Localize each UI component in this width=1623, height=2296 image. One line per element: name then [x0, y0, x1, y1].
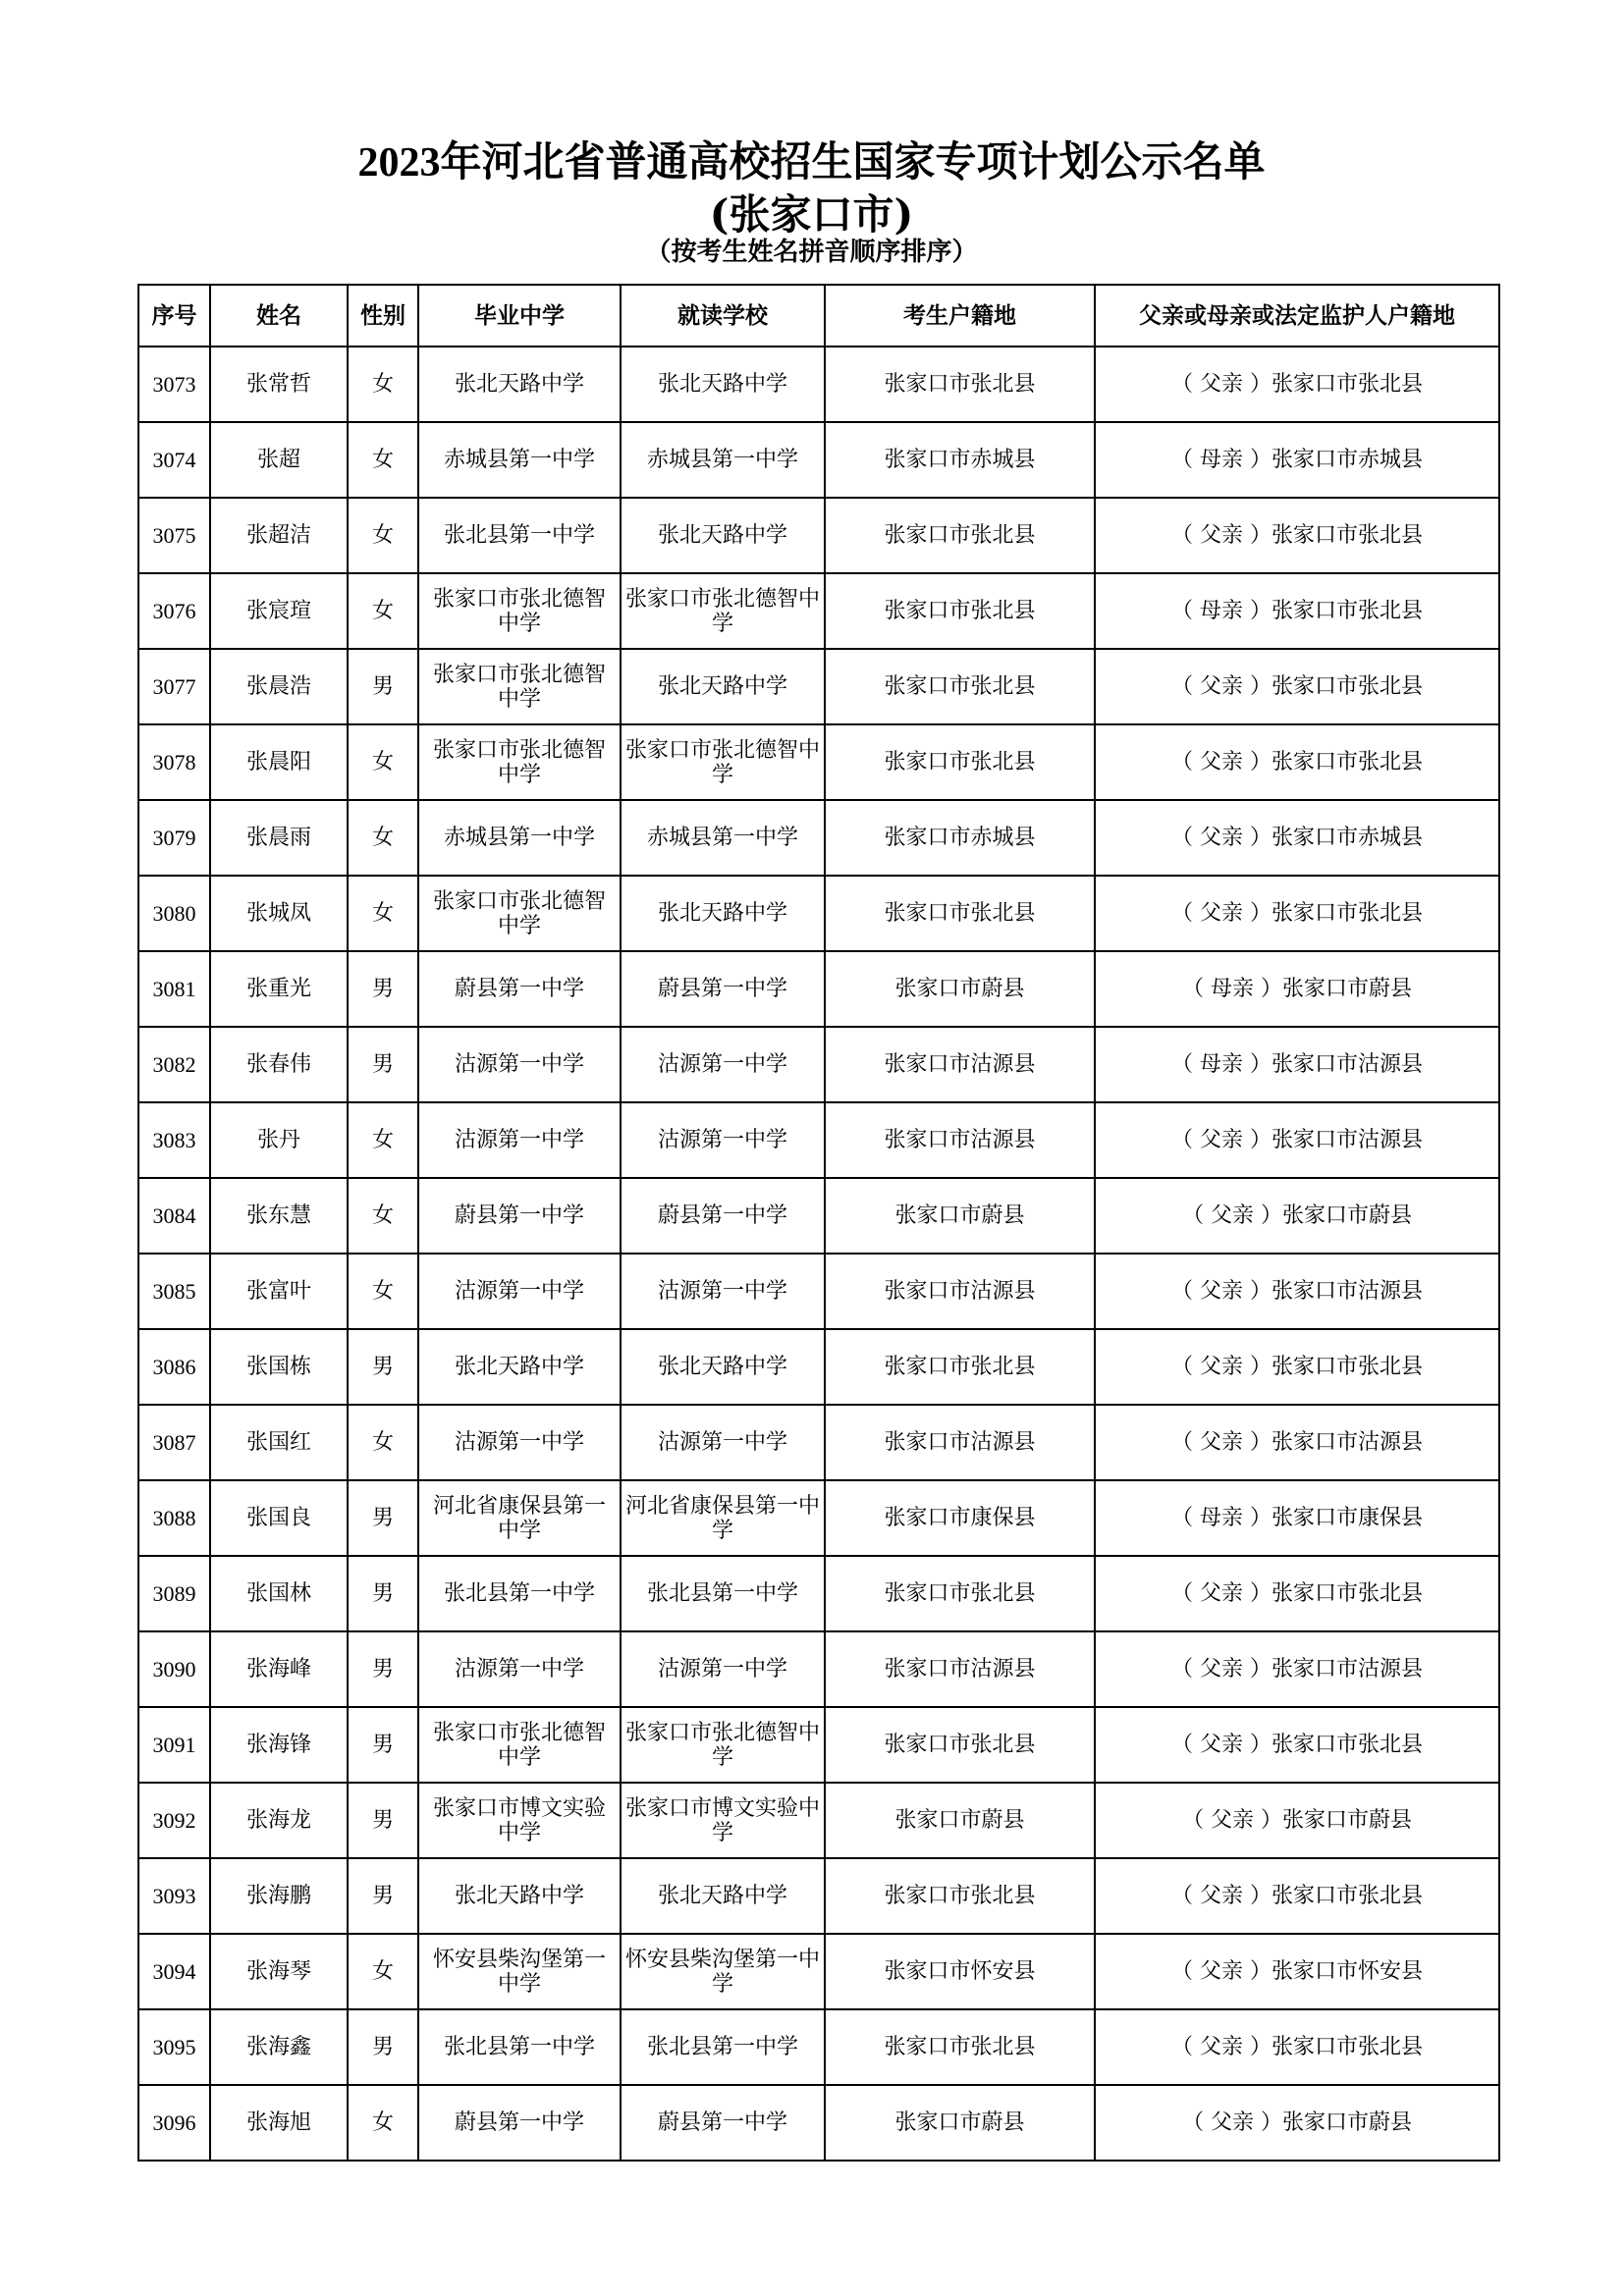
header-current-school: 就读学校 — [621, 285, 825, 347]
cell-parent-residence: （ 父亲 ）张家口市张北县 — [1095, 1329, 1499, 1405]
cell-index: 3090 — [138, 1631, 210, 1707]
cell-gender: 女 — [348, 2085, 418, 2161]
cell-parent-residence: （ 父亲 ）张家口市张北县 — [1095, 1556, 1499, 1631]
table-row — [138, 1556, 1499, 1631]
cell-graduated-school: 河北省康保县第一中学 — [418, 1480, 621, 1556]
cell-current-school: 怀安县柴沟堡第一中学 — [621, 1934, 825, 2009]
cell-graduated-school: 张北县第一中学 — [418, 498, 621, 573]
cell-name: 张国栋 — [210, 1329, 348, 1405]
cell-index: 3086 — [138, 1329, 210, 1405]
cell-gender: 男 — [348, 1027, 418, 1102]
cell-name: 张海旭 — [210, 2085, 348, 2161]
cell-index: 3081 — [138, 951, 210, 1027]
table-row — [138, 1102, 1499, 1178]
cell-index: 3089 — [138, 1556, 210, 1631]
cell-name: 张常哲 — [210, 347, 348, 422]
header-student-residence: 考生户籍地 — [825, 285, 1095, 347]
cell-gender: 男 — [348, 1556, 418, 1631]
cell-graduated-school: 蔚县第一中学 — [418, 951, 621, 1027]
cell-current-school: 赤城县第一中学 — [621, 800, 825, 876]
cell-current-school: 张家口市张北德智中学 — [621, 1707, 825, 1783]
cell-graduated-school: 张北天路中学 — [418, 1329, 621, 1405]
cell-name: 张国良 — [210, 1480, 348, 1556]
table-row — [138, 1631, 1499, 1707]
cell-gender: 女 — [348, 1254, 418, 1329]
cell-current-school: 沽源第一中学 — [621, 1405, 825, 1480]
cell-graduated-school: 张家口市张北德智中学 — [418, 573, 621, 649]
cell-student-residence: 张家口市怀安县 — [825, 1934, 1095, 2009]
cell-current-school: 河北省康保县第一中学 — [621, 1480, 825, 1556]
cell-gender: 男 — [348, 1329, 418, 1405]
cell-name: 张春伟 — [210, 1027, 348, 1102]
cell-current-school: 沽源第一中学 — [621, 1027, 825, 1102]
header-name: 姓名 — [210, 285, 348, 347]
cell-name: 张城凤 — [210, 876, 348, 951]
cell-student-residence: 张家口市张北县 — [825, 347, 1095, 422]
table-row — [138, 422, 1499, 498]
cell-parent-residence: （ 父亲 ）张家口市沽源县 — [1095, 1405, 1499, 1480]
cell-graduated-school: 张家口市博文实验中学 — [418, 1783, 621, 1858]
cell-student-residence: 张家口市蔚县 — [825, 1178, 1095, 1254]
cell-student-residence: 张家口市沽源县 — [825, 1405, 1095, 1480]
cell-student-residence: 张家口市张北县 — [825, 2009, 1095, 2085]
cell-parent-residence: （ 父亲 ）张家口市张北县 — [1095, 498, 1499, 573]
cell-index: 3075 — [138, 498, 210, 573]
cell-name: 张东慧 — [210, 1178, 348, 1254]
cell-name: 张国林 — [210, 1556, 348, 1631]
cell-current-school: 张北天路中学 — [621, 498, 825, 573]
cell-gender: 男 — [348, 1631, 418, 1707]
cell-index: 3074 — [138, 422, 210, 498]
cell-parent-residence: （ 父亲 ）张家口市张北县 — [1095, 1858, 1499, 1934]
cell-student-residence: 张家口市张北县 — [825, 724, 1095, 800]
cell-parent-residence: （ 母亲 ）张家口市蔚县 — [1095, 951, 1499, 1027]
cell-gender: 男 — [348, 1783, 418, 1858]
cell-gender: 男 — [348, 951, 418, 1027]
cell-student-residence: 张家口市赤城县 — [825, 800, 1095, 876]
cell-current-school: 张北天路中学 — [621, 1329, 825, 1405]
cell-graduated-school: 张北县第一中学 — [418, 2009, 621, 2085]
cell-current-school: 张北天路中学 — [621, 1858, 825, 1934]
cell-name: 张晨浩 — [210, 649, 348, 724]
cell-name: 张海鹏 — [210, 1858, 348, 1934]
table-row — [138, 1178, 1499, 1254]
cell-student-residence: 张家口市蔚县 — [825, 1783, 1095, 1858]
table-row — [138, 1027, 1499, 1102]
cell-student-residence: 张家口市张北县 — [825, 1858, 1095, 1934]
cell-gender: 女 — [348, 800, 418, 876]
cell-parent-residence: （ 父亲 ）张家口市蔚县 — [1095, 1178, 1499, 1254]
cell-student-residence: 张家口市沽源县 — [825, 1631, 1095, 1707]
cell-graduated-school: 张家口市张北德智中学 — [418, 724, 621, 800]
cell-parent-residence: （ 母亲 ）张家口市张北县 — [1095, 573, 1499, 649]
cell-student-residence: 张家口市康保县 — [825, 1480, 1095, 1556]
cell-index: 3087 — [138, 1405, 210, 1480]
cell-index: 3094 — [138, 1934, 210, 2009]
cell-name: 张海琴 — [210, 1934, 348, 2009]
cell-gender: 女 — [348, 1934, 418, 2009]
cell-graduated-school: 张北天路中学 — [418, 1858, 621, 1934]
table-row — [138, 347, 1499, 422]
cell-current-school: 张家口市博文实验中学 — [621, 1783, 825, 1858]
cell-current-school: 张家口市张北德智中学 — [621, 573, 825, 649]
table-row — [138, 1254, 1499, 1329]
cell-student-residence: 张家口市张北县 — [825, 876, 1095, 951]
cell-parent-residence: （ 父亲 ）张家口市怀安县 — [1095, 1934, 1499, 2009]
cell-graduated-school: 张北县第一中学 — [418, 1556, 621, 1631]
cell-current-school: 张北县第一中学 — [621, 1556, 825, 1631]
cell-gender: 女 — [348, 876, 418, 951]
cell-index: 3083 — [138, 1102, 210, 1178]
cell-student-residence: 张家口市蔚县 — [825, 951, 1095, 1027]
table-row — [138, 2085, 1499, 2161]
cell-parent-residence: （ 父亲 ）张家口市蔚县 — [1095, 2085, 1499, 2161]
cell-parent-residence: （ 父亲 ）张家口市张北县 — [1095, 649, 1499, 724]
cell-graduated-school: 沽源第一中学 — [418, 1405, 621, 1480]
cell-current-school: 沽源第一中学 — [621, 1254, 825, 1329]
cell-gender: 男 — [348, 1707, 418, 1783]
header-index: 序号 — [138, 285, 210, 347]
cell-name: 张海鑫 — [210, 2009, 348, 2085]
table-row — [138, 1783, 1499, 1858]
cell-index: 3096 — [138, 2085, 210, 2161]
cell-name: 张晨雨 — [210, 800, 348, 876]
cell-parent-residence: （ 父亲 ）张家口市张北县 — [1095, 876, 1499, 951]
cell-graduated-school: 赤城县第一中学 — [418, 800, 621, 876]
cell-index: 3079 — [138, 800, 210, 876]
cell-name: 张重光 — [210, 951, 348, 1027]
cell-graduated-school: 沽源第一中学 — [418, 1254, 621, 1329]
cell-current-school: 蔚县第一中学 — [621, 1178, 825, 1254]
cell-student-residence: 张家口市沽源县 — [825, 1027, 1095, 1102]
cell-parent-residence: （ 父亲 ）张家口市赤城县 — [1095, 800, 1499, 876]
cell-graduated-school: 张家口市张北德智中学 — [418, 649, 621, 724]
cell-index: 3082 — [138, 1027, 210, 1102]
cell-parent-residence: （ 父亲 ）张家口市沽源县 — [1095, 1254, 1499, 1329]
table-header-row — [138, 285, 1499, 347]
cell-parent-residence: （ 父亲 ）张家口市张北县 — [1095, 1707, 1499, 1783]
cell-index: 3093 — [138, 1858, 210, 1934]
cell-graduated-school: 蔚县第一中学 — [418, 1178, 621, 1254]
table-row — [138, 1934, 1499, 2009]
cell-gender: 女 — [348, 347, 418, 422]
table-row — [138, 498, 1499, 573]
table-row — [138, 876, 1499, 951]
cell-gender: 女 — [348, 1102, 418, 1178]
table-row — [138, 573, 1499, 649]
cell-name: 张超洁 — [210, 498, 348, 573]
cell-parent-residence: （ 母亲 ）张家口市赤城县 — [1095, 422, 1499, 498]
cell-student-residence: 张家口市张北县 — [825, 1329, 1095, 1405]
cell-parent-residence: （ 父亲 ）张家口市沽源县 — [1095, 1631, 1499, 1707]
cell-gender: 女 — [348, 1405, 418, 1480]
cell-parent-residence: （ 父亲 ）张家口市张北县 — [1095, 724, 1499, 800]
cell-graduated-school: 张北天路中学 — [418, 347, 621, 422]
cell-gender: 男 — [348, 2009, 418, 2085]
cell-graduated-school: 怀安县柴沟堡第一中学 — [418, 1934, 621, 2009]
cell-graduated-school: 沽源第一中学 — [418, 1102, 621, 1178]
cell-gender: 男 — [348, 1480, 418, 1556]
cell-name: 张超 — [210, 422, 348, 498]
cell-current-school: 张家口市张北德智中学 — [621, 724, 825, 800]
cell-student-residence: 张家口市沽源县 — [825, 1254, 1095, 1329]
cell-current-school: 沽源第一中学 — [621, 1102, 825, 1178]
cell-parent-residence: （ 母亲 ）张家口市康保县 — [1095, 1480, 1499, 1556]
header-gender: 性别 — [348, 285, 418, 347]
cell-student-residence: 张家口市张北县 — [825, 1707, 1095, 1783]
cell-parent-residence: （ 父亲 ）张家口市蔚县 — [1095, 1783, 1499, 1858]
cell-index: 3076 — [138, 573, 210, 649]
cell-name: 张宸瑄 — [210, 573, 348, 649]
roster-table — [137, 284, 1500, 2162]
cell-student-residence: 张家口市蔚县 — [825, 2085, 1095, 2161]
table-row — [138, 649, 1499, 724]
cell-current-school: 张北天路中学 — [621, 649, 825, 724]
cell-parent-residence: （ 母亲 ）张家口市沽源县 — [1095, 1027, 1499, 1102]
header-parent-residence: 父亲或母亲或法定监护人户籍地 — [1095, 285, 1499, 347]
table-row — [138, 1480, 1499, 1556]
header-graduated-school: 毕业中学 — [418, 285, 621, 347]
cell-student-residence: 张家口市张北县 — [825, 1556, 1095, 1631]
cell-parent-residence: （ 父亲 ）张家口市张北县 — [1095, 2009, 1499, 2085]
cell-index: 3091 — [138, 1707, 210, 1783]
cell-graduated-school: 张家口市张北德智中学 — [418, 1707, 621, 1783]
cell-parent-residence: （ 父亲 ）张家口市张北县 — [1095, 347, 1499, 422]
table-row — [138, 2009, 1499, 2085]
table-row — [138, 1405, 1499, 1480]
cell-graduated-school: 张家口市张北德智中学 — [418, 876, 621, 951]
cell-student-residence: 张家口市张北县 — [825, 498, 1095, 573]
cell-name: 张海锋 — [210, 1707, 348, 1783]
cell-index: 3084 — [138, 1178, 210, 1254]
table-row — [138, 1858, 1499, 1934]
cell-name: 张海龙 — [210, 1783, 348, 1858]
table-row — [138, 800, 1499, 876]
cell-current-school: 张北天路中学 — [621, 347, 825, 422]
cell-name: 张海峰 — [210, 1631, 348, 1707]
cell-student-residence: 张家口市沽源县 — [825, 1102, 1095, 1178]
cell-graduated-school: 蔚县第一中学 — [418, 2085, 621, 2161]
cell-name: 张富叶 — [210, 1254, 348, 1329]
cell-current-school: 沽源第一中学 — [621, 1631, 825, 1707]
cell-gender: 男 — [348, 649, 418, 724]
cell-student-residence: 张家口市张北县 — [825, 649, 1095, 724]
cell-current-school: 张北县第一中学 — [621, 2009, 825, 2085]
cell-graduated-school: 沽源第一中学 — [418, 1631, 621, 1707]
cell-index: 3095 — [138, 2009, 210, 2085]
cell-current-school: 蔚县第一中学 — [621, 2085, 825, 2161]
cell-gender: 女 — [348, 422, 418, 498]
table-row — [138, 724, 1499, 800]
cell-index: 3077 — [138, 649, 210, 724]
table-row — [138, 1707, 1499, 1783]
cell-index: 3092 — [138, 1783, 210, 1858]
cell-index: 3088 — [138, 1480, 210, 1556]
cell-student-residence: 张家口市赤城县 — [825, 422, 1095, 498]
cell-graduated-school: 赤城县第一中学 — [418, 422, 621, 498]
cell-current-school: 张北天路中学 — [621, 876, 825, 951]
cell-name: 张丹 — [210, 1102, 348, 1178]
cell-gender: 女 — [348, 573, 418, 649]
cell-parent-residence: （ 父亲 ）张家口市沽源县 — [1095, 1102, 1499, 1178]
sort-note: （按考生姓名拼音顺序排序） — [645, 238, 978, 267]
cell-index: 3080 — [138, 876, 210, 951]
cell-gender: 男 — [348, 1858, 418, 1934]
cell-index: 3078 — [138, 724, 210, 800]
cell-current-school: 蔚县第一中学 — [621, 951, 825, 1027]
table-row — [138, 1329, 1499, 1405]
cell-name: 张晨阳 — [210, 724, 348, 800]
cell-gender: 女 — [348, 498, 418, 573]
cell-gender: 女 — [348, 1178, 418, 1254]
table-row — [138, 951, 1499, 1027]
cell-gender: 女 — [348, 724, 418, 800]
cell-index: 3085 — [138, 1254, 210, 1329]
cell-graduated-school: 沽源第一中学 — [418, 1027, 621, 1102]
cell-current-school: 赤城县第一中学 — [621, 422, 825, 498]
document-subtitle: (张家口市) — [709, 190, 914, 239]
cell-index: 3073 — [138, 347, 210, 422]
cell-student-residence: 张家口市张北县 — [825, 573, 1095, 649]
cell-name: 张国红 — [210, 1405, 348, 1480]
document-title: 2023年河北省普通高校招生国家专项计划公示名单 — [357, 140, 1266, 186]
